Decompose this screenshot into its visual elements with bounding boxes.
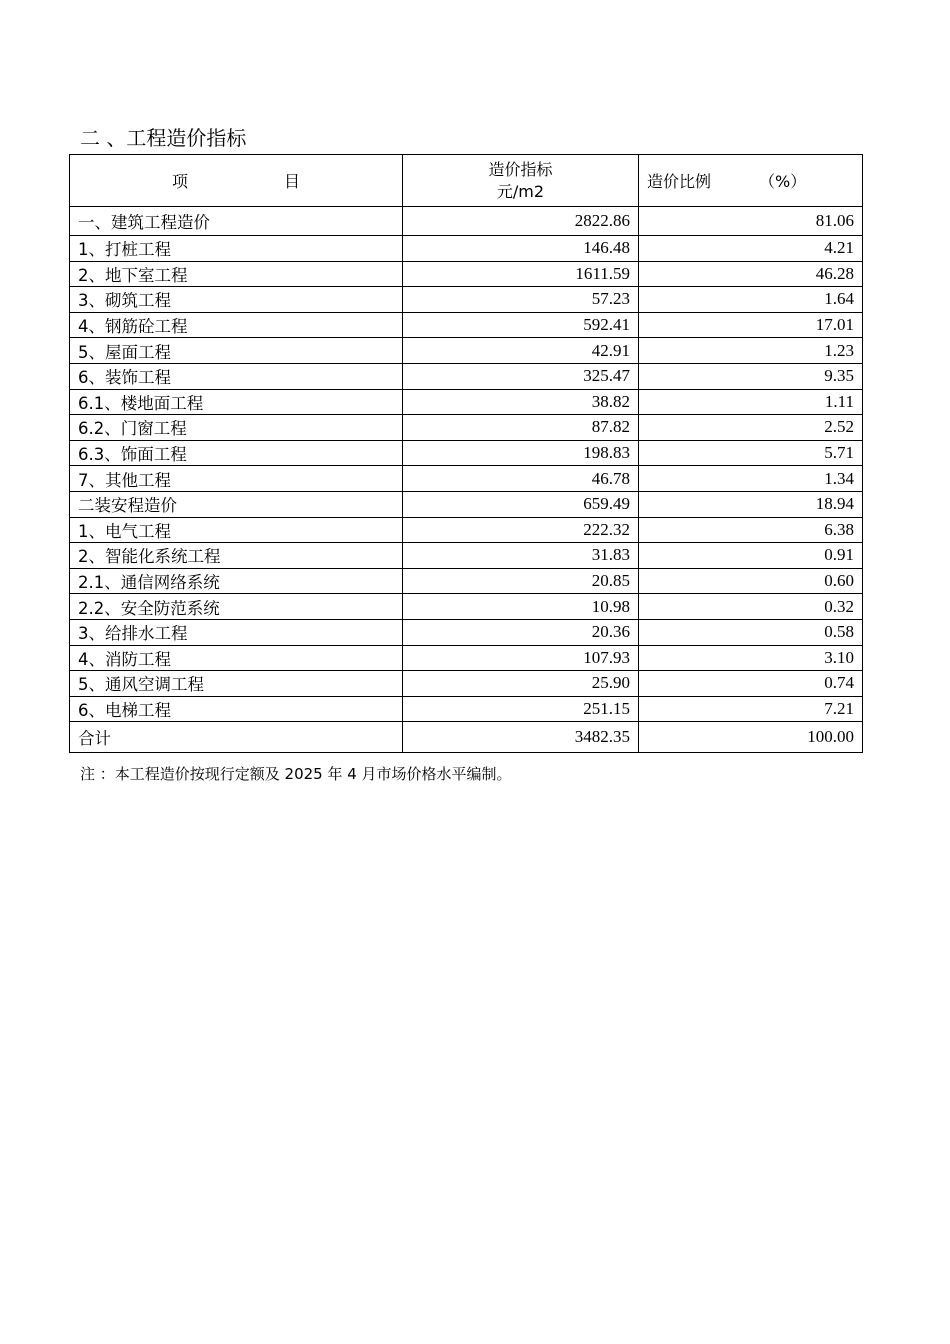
row-item-name: 1、电气工程 [70,517,403,543]
total-row [70,722,863,753]
table-row [70,619,863,645]
row-cost-index: 57.23 [403,287,639,313]
table-row [70,236,863,262]
row-cost-ratio: 1.64 [639,287,863,313]
row-cost-index: 38.82 [403,389,639,415]
row-cost-index: 42.91 [403,338,639,364]
row-cost-ratio: 5.71 [639,440,863,466]
row-cost-index: 146.48 [403,236,639,262]
row-cost-index: 25.90 [403,671,639,697]
row-item-name: 7、其他工程 [70,466,403,492]
row-item-name: 4、消防工程 [70,645,403,671]
row-cost-ratio: 0.58 [639,619,863,645]
row-cost-ratio: 17.01 [639,312,863,338]
row-cost-index: 1611.59 [403,261,639,287]
table-row [70,645,863,671]
header-cost-index-label: 造价指标 [488,159,553,179]
row-item-name: 6.3、饰面工程 [70,440,403,466]
row-item-name: 2.2、安全防范系统 [70,594,403,620]
row-cost-ratio: 18.94 [639,491,863,517]
row-item-name: 6、电梯工程 [70,696,403,722]
row-cost-ratio: 0.74 [639,671,863,697]
footnote: 注 ：本工程造价按现行定额及 2025 年 4 月市场价格水平编制。 [80,765,512,783]
table-row [70,696,863,722]
table-row [70,363,863,389]
table-header-row [70,155,863,207]
row-cost-index: 46.78 [403,466,639,492]
row-cost-index: 2822.86 [403,207,639,236]
row-cost-ratio: 9.35 [639,363,863,389]
row-cost-index: 325.47 [403,363,639,389]
table-row [70,261,863,287]
row-cost-ratio: 81.06 [639,207,863,236]
row-item-name: 1、打桩工程 [70,236,403,262]
row-cost-ratio: 1.23 [639,338,863,364]
row-item-name: 5、屋面工程 [70,338,403,364]
row-cost-index: 592.41 [403,312,639,338]
row-cost-ratio: 1.34 [639,466,863,492]
row-cost-index: 10.98 [403,594,639,620]
table-row [70,338,863,364]
row-cost-ratio: 3.10 [639,645,863,671]
row-cost-index: 107.93 [403,645,639,671]
header-cost-ratio [639,155,863,207]
row-cost-index: 222.32 [403,517,639,543]
row-item-name: 2、地下室工程 [70,261,403,287]
row-cost-ratio: 46.28 [639,261,863,287]
row-cost-index: 20.85 [403,568,639,594]
table-row [70,517,863,543]
row-cost-ratio: 6.38 [639,517,863,543]
table-row [70,207,863,236]
total-label: 合计 [70,722,403,753]
table-row [70,594,863,620]
row-item-name: 3、给排水工程 [70,619,403,645]
row-cost-index: 659.49 [403,491,639,517]
row-item-name: 5、通风空调工程 [70,671,403,697]
row-cost-index: 20.36 [403,619,639,645]
row-cost-ratio: 2.52 [639,415,863,441]
total-cost-ratio: 100.00 [639,722,863,753]
row-cost-index: 31.83 [403,543,639,569]
row-item-name: 二装安程造价 [70,491,403,517]
row-item-name: 4、钢筋砼工程 [70,312,403,338]
row-cost-index: 87.82 [403,415,639,441]
header-cost-index [403,155,639,207]
row-cost-ratio: 0.32 [639,594,863,620]
header-cost-ratio-unit: （%） [759,172,807,191]
header-item-part-a: 项 [171,172,188,191]
total-cost-index: 3482.35 [403,722,639,753]
cost-index-table [69,154,863,753]
row-item-name: 6、装饰工程 [70,363,403,389]
table-row [70,415,863,441]
header-cost-ratio-label: 造价比例 [647,172,712,191]
row-item-name: 2.1、通信网络系统 [70,568,403,594]
table-row [70,491,863,517]
table-row [70,671,863,697]
table-row [70,440,863,466]
row-cost-ratio: 4.21 [639,236,863,262]
table-row [70,568,863,594]
row-item-name: 一、建筑工程造价 [70,207,403,236]
table-row [70,287,863,313]
header-cost-index-unit: 元/m2 [496,181,545,201]
section-title: 二 、工程造价指标 [80,126,247,150]
table-row [70,543,863,569]
header-item [70,155,403,207]
header-item-part-b: 目 [284,172,301,191]
row-cost-index: 251.15 [403,696,639,722]
table-row [70,466,863,492]
row-item-name: 6.2、门窗工程 [70,415,403,441]
row-item-name: 6.1、楼地面工程 [70,389,403,415]
row-item-name: 2、智能化系统工程 [70,543,403,569]
row-cost-ratio: 0.91 [639,543,863,569]
row-cost-ratio: 1.11 [639,389,863,415]
table-row [70,312,863,338]
row-cost-ratio: 7.21 [639,696,863,722]
table-row [70,389,863,415]
row-item-name: 3、砌筑工程 [70,287,403,313]
row-cost-index: 198.83 [403,440,639,466]
row-cost-ratio: 0.60 [639,568,863,594]
